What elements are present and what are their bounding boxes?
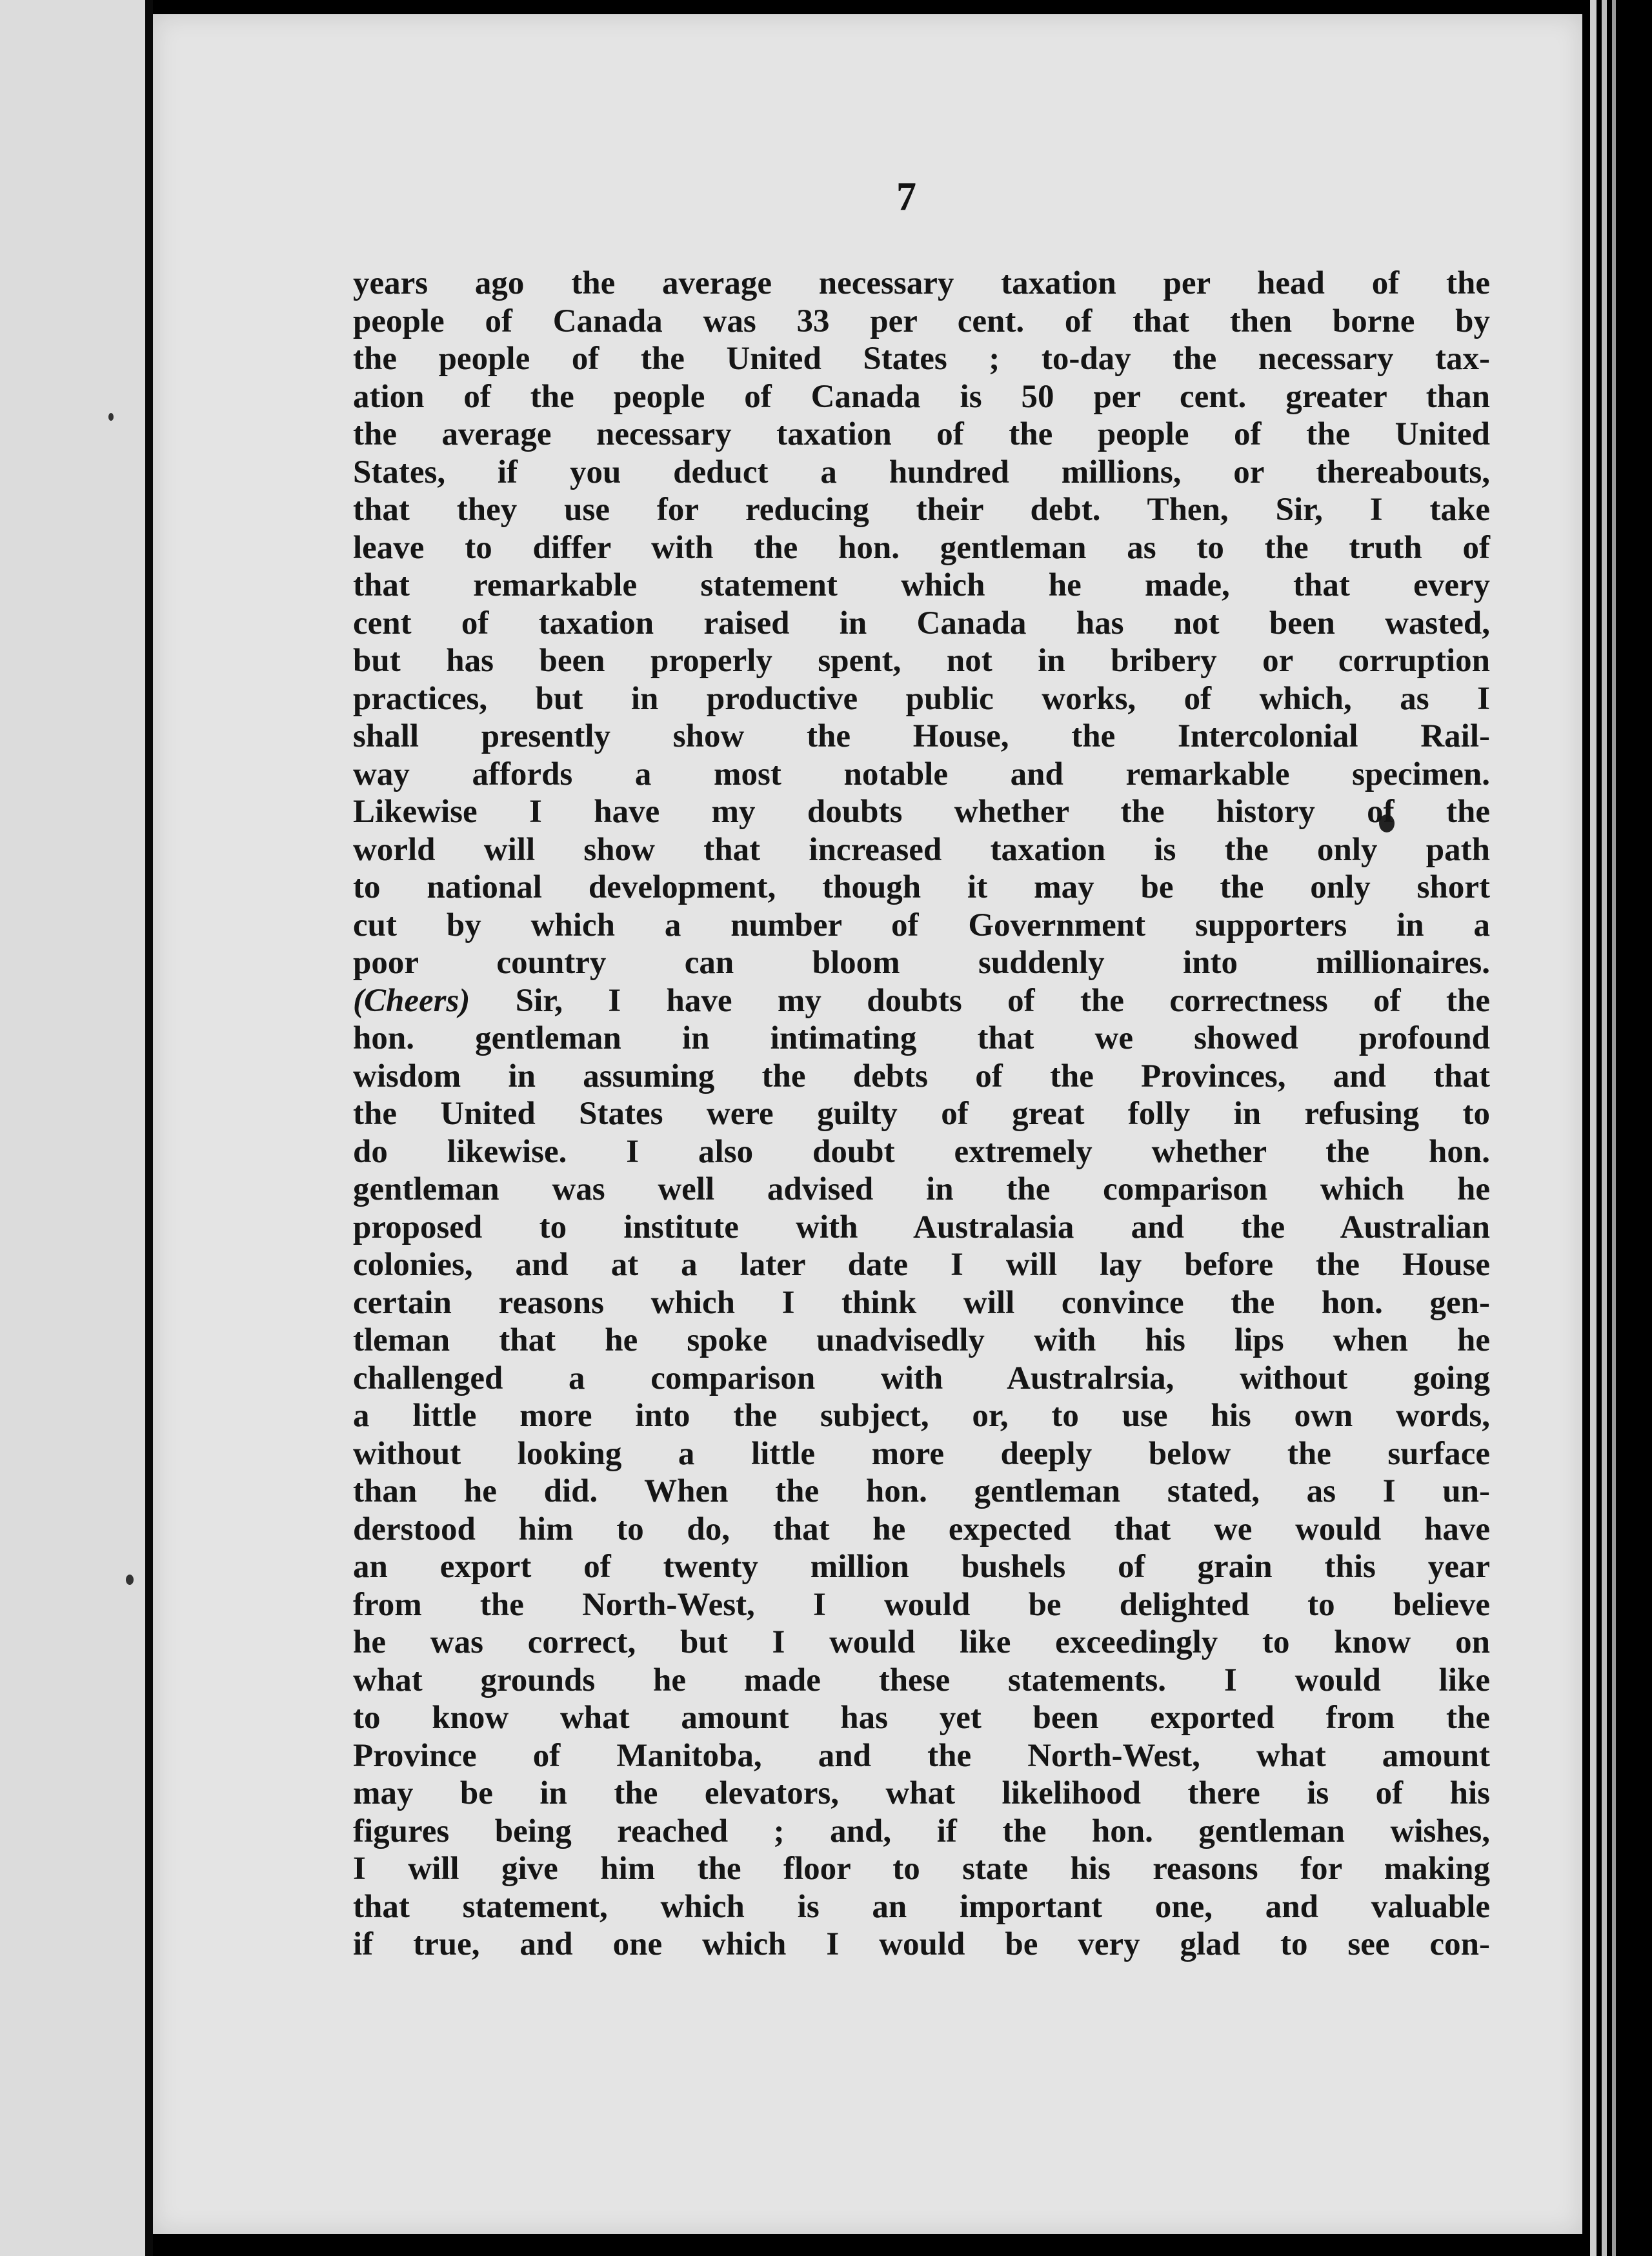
page-stack-edge <box>1582 0 1652 2256</box>
text-line: ation of the people of Canada is 50 per cent. greater than <box>353 378 1490 415</box>
page-sheet-edge <box>1612 0 1616 2256</box>
text-line: Likewise I have my doubts whether the history of the <box>353 794 1490 830</box>
page-sheet-edge <box>1602 0 1607 2256</box>
previous-page-edge <box>0 0 145 2256</box>
text-line: hon. gentleman in intimating that we showed profound <box>353 1020 1490 1056</box>
page-number: 7 <box>896 175 916 219</box>
text-line: the people of the United States ; to-day the necessary tax- <box>353 341 1490 377</box>
text-line: gentleman was well advised in the comparison which he <box>353 1171 1490 1207</box>
text-line: if true, and one which I would be very glad to see con- <box>353 1926 1490 1962</box>
text-line: an export of twenty million bushels of grain this year <box>353 1549 1490 1585</box>
body-text <box>353 265 1490 1964</box>
text-line: that remarkable statement which he made, that every <box>353 567 1490 603</box>
text-line: what grounds he made these statements. I would like <box>353 1662 1490 1698</box>
text-line: without looking a little more deeply below the surface <box>353 1435 1490 1472</box>
text-line: that statement, which is an important one, and valuable <box>353 1888 1490 1925</box>
ink-speck <box>108 413 114 421</box>
text-line: but has been properly spent, not in bribery or corruption <box>353 643 1490 679</box>
text-line: tleman that he spoke unadvisedly with his lips when he <box>353 1322 1490 1358</box>
text-line: he was correct, but I would like exceedingly to know on <box>353 1624 1490 1660</box>
text-line: cent of taxation raised in Canada has not been wasted, <box>353 605 1490 641</box>
text-line: I will give him the floor to state his reasons for making <box>353 1851 1490 1887</box>
text-line: may be in the elevators, what likelihood there is of his <box>353 1775 1490 1811</box>
text-line: wisdom in assuming the debts of the Provinces, and that <box>353 1058 1490 1094</box>
text-line: Province of Manitoba, and the North-West, what amount <box>353 1737 1490 1774</box>
book-spine <box>145 0 153 2256</box>
text-line: figures being reached ; and, if the hon. gentleman wishes, <box>353 1813 1490 1849</box>
text-line: a little more into the subject, or, to use his own words, <box>353 1398 1490 1434</box>
text-line: proposed to institute with Australasia and the Australian <box>353 1209 1490 1245</box>
text-line: practices, but in productive public works, of which, as I <box>353 680 1490 717</box>
text-line: from the North-West, I would be delighted to believe <box>353 1586 1490 1623</box>
text-line: the average necessary taxation of the people of the United <box>353 416 1490 452</box>
text-line: poor country can bloom suddenly into millionaires. <box>353 945 1490 981</box>
text-line-content: Sir, I have my doubts of the correctness of the <box>470 982 1490 1019</box>
text-line: States, if you deduct a hundred millions, or thereabouts, <box>353 454 1490 490</box>
text-line: shall presently show the House, the Intercolonial Rail- <box>353 718 1490 754</box>
text-line: that they use for reducing their debt. Then, Sir, I take <box>353 492 1490 528</box>
text-line: certain reasons which I think will convince the hon. gen- <box>353 1284 1490 1321</box>
text-line: to know what amount has yet been exported from the <box>353 1700 1490 1736</box>
text-line: than he did. When the hon. gentleman stated, as I un- <box>353 1473 1490 1509</box>
text-line <box>353 982 1490 1020</box>
text-line: leave to differ with the hon. gentleman as to the truth of <box>353 529 1490 566</box>
text-line: colonies, and at a later date I will lay before the House <box>353 1247 1490 1283</box>
text-line: derstood him to do, that he expected that we would have <box>353 1511 1490 1547</box>
text-line: cut by which a number of Government supporters in a <box>353 907 1490 943</box>
text-line: world will show that increased taxation is the only path <box>353 831 1490 868</box>
scanned-page <box>153 14 1582 2234</box>
ink-speck <box>126 1575 134 1585</box>
text-line: people of Canada was 33 per cent. of that then borne by <box>353 303 1490 339</box>
text-line: challenged a comparison with Australrsia, without going <box>353 1360 1490 1396</box>
text-line: way affords a most notable and remarkable specimen. <box>353 756 1490 792</box>
text-line: the United States were guilty of great folly in refusing to <box>353 1096 1490 1132</box>
cheers-interjection: (Cheers) <box>353 982 470 1019</box>
text-line: years ago the average necessary taxation per head of the <box>353 265 1490 301</box>
text-line: do likewise. I also doubt extremely whether the hon. <box>353 1133 1490 1170</box>
page-sheet-edge <box>1590 0 1597 2256</box>
text-line: to national development, though it may be the only short <box>353 869 1490 905</box>
